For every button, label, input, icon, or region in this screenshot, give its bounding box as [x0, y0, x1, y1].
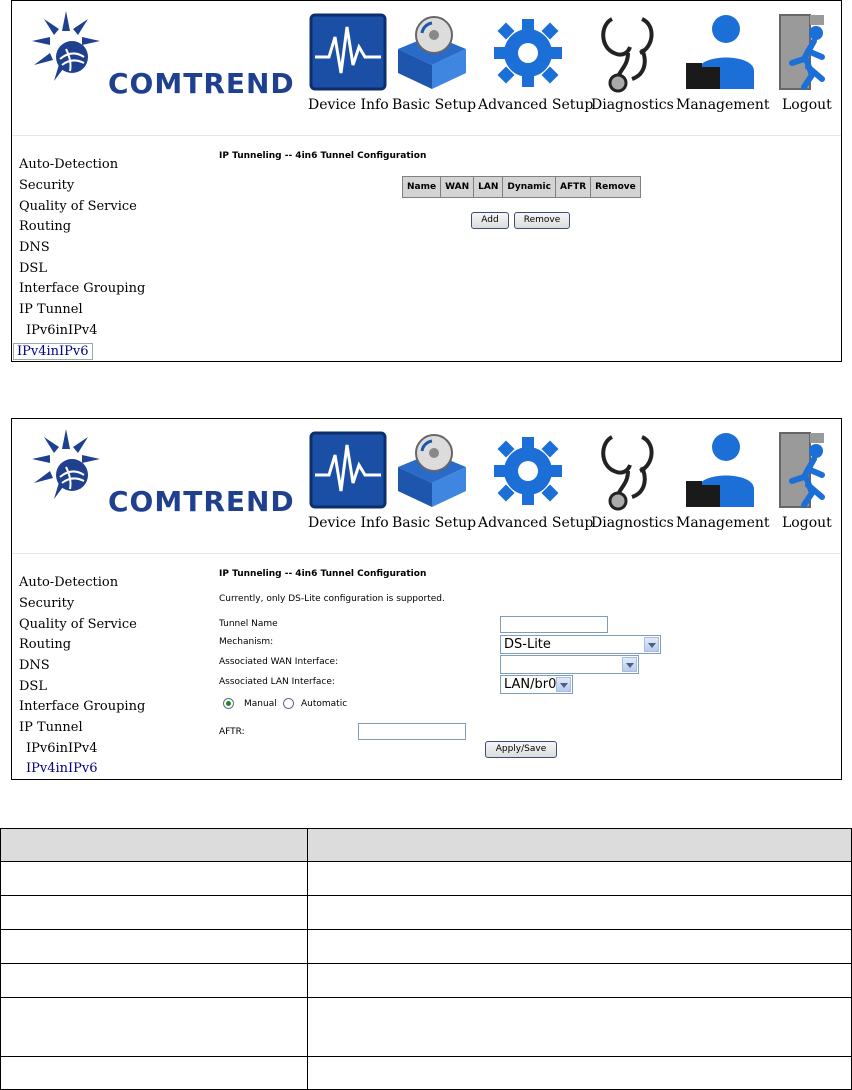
wan-interface-select[interactable]	[500, 655, 639, 674]
comtrend-logo	[26, 9, 306, 109]
basic-setup-icon[interactable]	[392, 13, 472, 91]
sun-logo-icon	[26, 9, 106, 89]
table-row	[1, 1057, 852, 1090]
screenshot-tunnel-config	[11, 418, 842, 780]
table-cell	[1, 964, 308, 998]
device-info-icon[interactable]	[309, 431, 387, 509]
sidebar-item-ipv4inipv6[interactable]: IPv4inIPv6	[26, 761, 98, 776]
table-row	[1, 930, 852, 964]
sidebar-item-security[interactable]: Security	[19, 596, 75, 611]
table-header-cell	[308, 829, 852, 862]
page-title: IP Tunneling -- 4in6 Tunnel Configuration	[219, 569, 427, 579]
sidebar-item-dns[interactable]: DNS	[19, 240, 50, 255]
screenshot-tunnel-list	[11, 0, 842, 362]
table-cell	[1, 998, 308, 1057]
manual-radio[interactable]	[223, 698, 234, 709]
automatic-label: Automatic	[301, 699, 348, 709]
logout-icon[interactable]	[778, 13, 828, 93]
remove-button[interactable]: Remove	[514, 212, 570, 229]
sidebar-item-ip-tunnel[interactable]: IP Tunnel	[19, 302, 83, 317]
table-row	[1, 862, 852, 896]
automatic-radio[interactable]	[283, 698, 294, 709]
brand-name: COMTREND	[108, 67, 295, 100]
apply-save-button[interactable]: Apply/Save	[485, 741, 557, 758]
chevron-down-icon	[622, 657, 637, 672]
mechanism-value: DS-Lite	[504, 637, 551, 652]
nav-logout[interactable]: Logout	[782, 515, 832, 531]
table-header-row	[403, 177, 641, 198]
aftr-label: AFTR:	[219, 727, 245, 737]
nav-device-info[interactable]: Device Info	[308, 97, 389, 113]
manual-label: Manual	[244, 699, 277, 709]
diagnostics-icon[interactable]	[598, 431, 662, 511]
nav-management[interactable]: Management	[676, 515, 770, 531]
sidebar-item-ipv6inipv4[interactable]: IPv6inIPv4	[26, 741, 98, 756]
advanced-setup-icon[interactable]	[488, 431, 568, 509]
table-header-cell	[1, 829, 308, 862]
sun-logo-icon	[26, 427, 106, 507]
sidebar-item-dsl[interactable]: DSL	[19, 679, 47, 694]
divider	[12, 553, 841, 554]
sidebar-item-routing[interactable]: Routing	[19, 637, 72, 652]
management-icon[interactable]	[682, 431, 762, 509]
nav-basic-setup[interactable]: Basic Setup	[392, 97, 477, 113]
column-header-wan: WAN	[441, 177, 474, 198]
sidebar-item-ip-tunnel[interactable]: IP Tunnel	[19, 720, 83, 735]
table-header-row	[1, 829, 852, 862]
nav-logout[interactable]: Logout	[782, 97, 832, 113]
sidebar-item-routing[interactable]: Routing	[19, 219, 72, 234]
nav-advanced-setup[interactable]: Advanced Setup	[478, 97, 594, 113]
sidebar	[12, 557, 174, 779]
table-cell	[1, 930, 308, 964]
page-title: IP Tunneling -- 4in6 Tunnel Configuration	[219, 151, 427, 161]
column-header-aftr: AFTR	[555, 177, 590, 198]
table-cell	[308, 1057, 852, 1090]
lan-interface-value: LAN/br0	[504, 677, 557, 692]
management-icon[interactable]	[682, 13, 762, 91]
tunnel-name-input[interactable]	[500, 616, 608, 633]
table-cell	[308, 964, 852, 998]
nav-advanced-setup[interactable]: Advanced Setup	[478, 515, 594, 531]
field-description-table	[0, 828, 852, 1090]
sidebar-item-auto-detection[interactable]: Auto-Detection	[19, 157, 119, 172]
nav-device-info[interactable]: Device Info	[308, 515, 389, 531]
sidebar	[12, 139, 174, 361]
nav-diagnostics[interactable]: Diagnostics	[591, 97, 674, 113]
table-cell	[1, 862, 308, 896]
column-header-lan: LAN	[474, 177, 503, 198]
table-cell	[1, 896, 308, 930]
sidebar-item-dns[interactable]: DNS	[19, 658, 50, 673]
sidebar-item-qos[interactable]: Quality of Service	[19, 199, 137, 214]
sidebar-item-ipv6inipv4[interactable]: IPv6inIPv4	[26, 323, 98, 338]
table-cell	[308, 896, 852, 930]
tunnel-table	[402, 176, 641, 198]
sidebar-item-interface-grouping[interactable]: Interface Grouping	[19, 281, 146, 296]
mechanism-label: Mechanism:	[219, 637, 274, 647]
add-button[interactable]: Add	[471, 212, 509, 229]
basic-setup-icon[interactable]	[392, 431, 472, 509]
table-row	[1, 964, 852, 998]
advanced-setup-icon[interactable]	[488, 13, 568, 91]
ds-lite-note: Currently, only DS-Lite configuration is supported.	[219, 594, 445, 604]
logout-icon[interactable]	[778, 431, 828, 511]
sidebar-item-ipv4inipv6[interactable]: IPv4inIPv6	[13, 343, 93, 360]
divider	[12, 135, 841, 136]
chevron-down-icon	[556, 677, 571, 692]
brand-name: COMTREND	[108, 485, 295, 518]
sidebar-item-auto-detection[interactable]: Auto-Detection	[19, 575, 119, 590]
header-banner	[12, 419, 841, 541]
aftr-input[interactable]	[358, 723, 466, 740]
chevron-down-icon	[644, 637, 659, 652]
diagnostics-icon[interactable]	[598, 13, 662, 93]
nav-diagnostics[interactable]: Diagnostics	[591, 515, 674, 531]
mechanism-select[interactable]	[500, 635, 661, 654]
nav-management[interactable]: Management	[676, 97, 770, 113]
device-info-icon[interactable]	[309, 13, 387, 91]
main-content	[174, 139, 841, 361]
sidebar-item-interface-grouping[interactable]: Interface Grouping	[19, 699, 146, 714]
table-cell	[308, 930, 852, 964]
wan-interface-label: Associated WAN Interface:	[219, 657, 339, 667]
column-header-remove: Remove	[591, 177, 641, 198]
comtrend-logo	[26, 427, 306, 527]
lan-interface-label: Associated LAN Interface:	[219, 677, 335, 687]
sidebar-item-security[interactable]: Security	[19, 178, 75, 193]
table-cell	[308, 862, 852, 896]
table-cell	[308, 998, 852, 1057]
table-row	[1, 896, 852, 930]
sidebar-item-qos[interactable]: Quality of Service	[19, 617, 137, 632]
table-row	[1, 998, 852, 1057]
main-content	[174, 557, 841, 779]
column-header-name: Name	[403, 177, 441, 198]
header-banner	[12, 1, 841, 123]
column-header-dynamic: Dynamic	[503, 177, 556, 198]
nav-basic-setup[interactable]: Basic Setup	[392, 515, 477, 531]
lan-interface-select[interactable]	[500, 675, 573, 694]
tunnel-name-label: Tunnel Name	[219, 619, 278, 629]
sidebar-item-dsl[interactable]: DSL	[19, 261, 47, 276]
table-cell	[1, 1057, 308, 1090]
